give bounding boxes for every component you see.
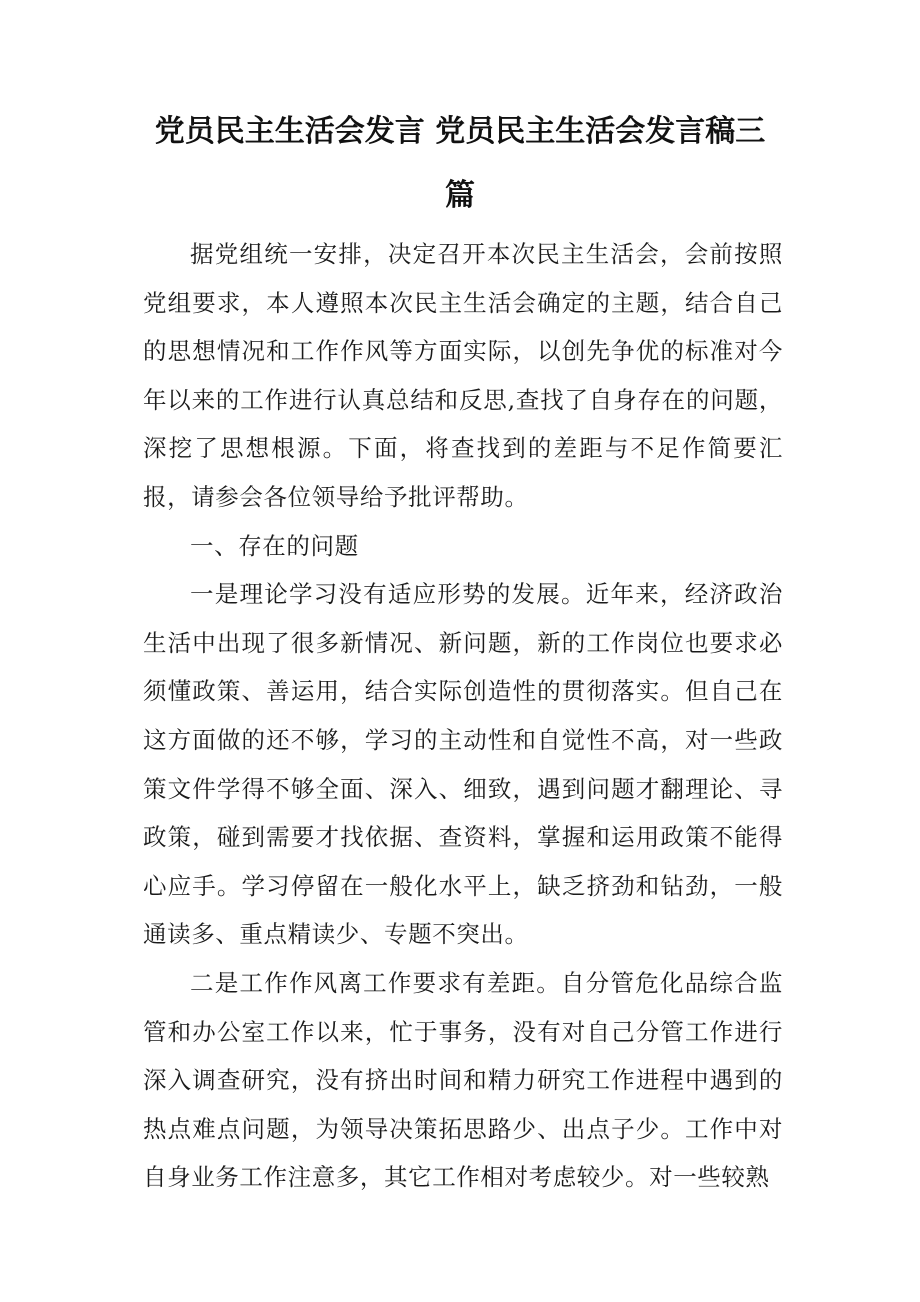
section-heading-problems: 一、存在的问题 — [190, 531, 359, 560]
document-title: 党员民主生活会发言 党员民主生活会发言稿三篇 — [154, 114, 766, 213]
paragraph-work-style: 二是工作作风离工作要求有差距。自分管危化品综合监管和办公室工作以来，忙于事务，没有对自己分管工作进行深入调查研究，没有挤出时间和精力研究工作进程中遇到的热点难点问题，为领导决策拓思路少、出点子少。工作中对自身业务工作注意多，其它工作相对考虑较少。对一些较熟 — [143, 968, 783, 1192]
paragraph-theory-study: 一是理论学习没有适应形势的发展。近年来，经济政治生活中出现了很多新情况、新问题，新的工作岗位也要求必须懂政策、善运用，结合实际创造性的贯彻落实。但自己在这方面做的还不够，学习的主动性和自觉性不高，对一些政策文件学得不够全面、深入、细致，遇到问题才翻理论、寻政策，碰到需要才找依据、查资料，掌握和运用政策不能得心应手。学习停留在一般化水平上，缺乏挤劲和钻劲，一般通读多、重点精读少、专题不突出。 — [143, 580, 783, 949]
paragraph-intro: 据党组统一安排，决定召开本次民主生活会，会前按照党组要求，本人遵照本次民主生活会确定的主题，结合自己的思想情况和工作作风等方面实际，以创先争优的标准对今年以来的工作进行认真总结和反思,查找了自身存在的问题，深挖了思想根源。下面，将查找到的差距与不足作简要汇报，请参会各位领导给予批评帮助。 — [143, 240, 783, 511]
document-body — [143, 230, 783, 1202]
